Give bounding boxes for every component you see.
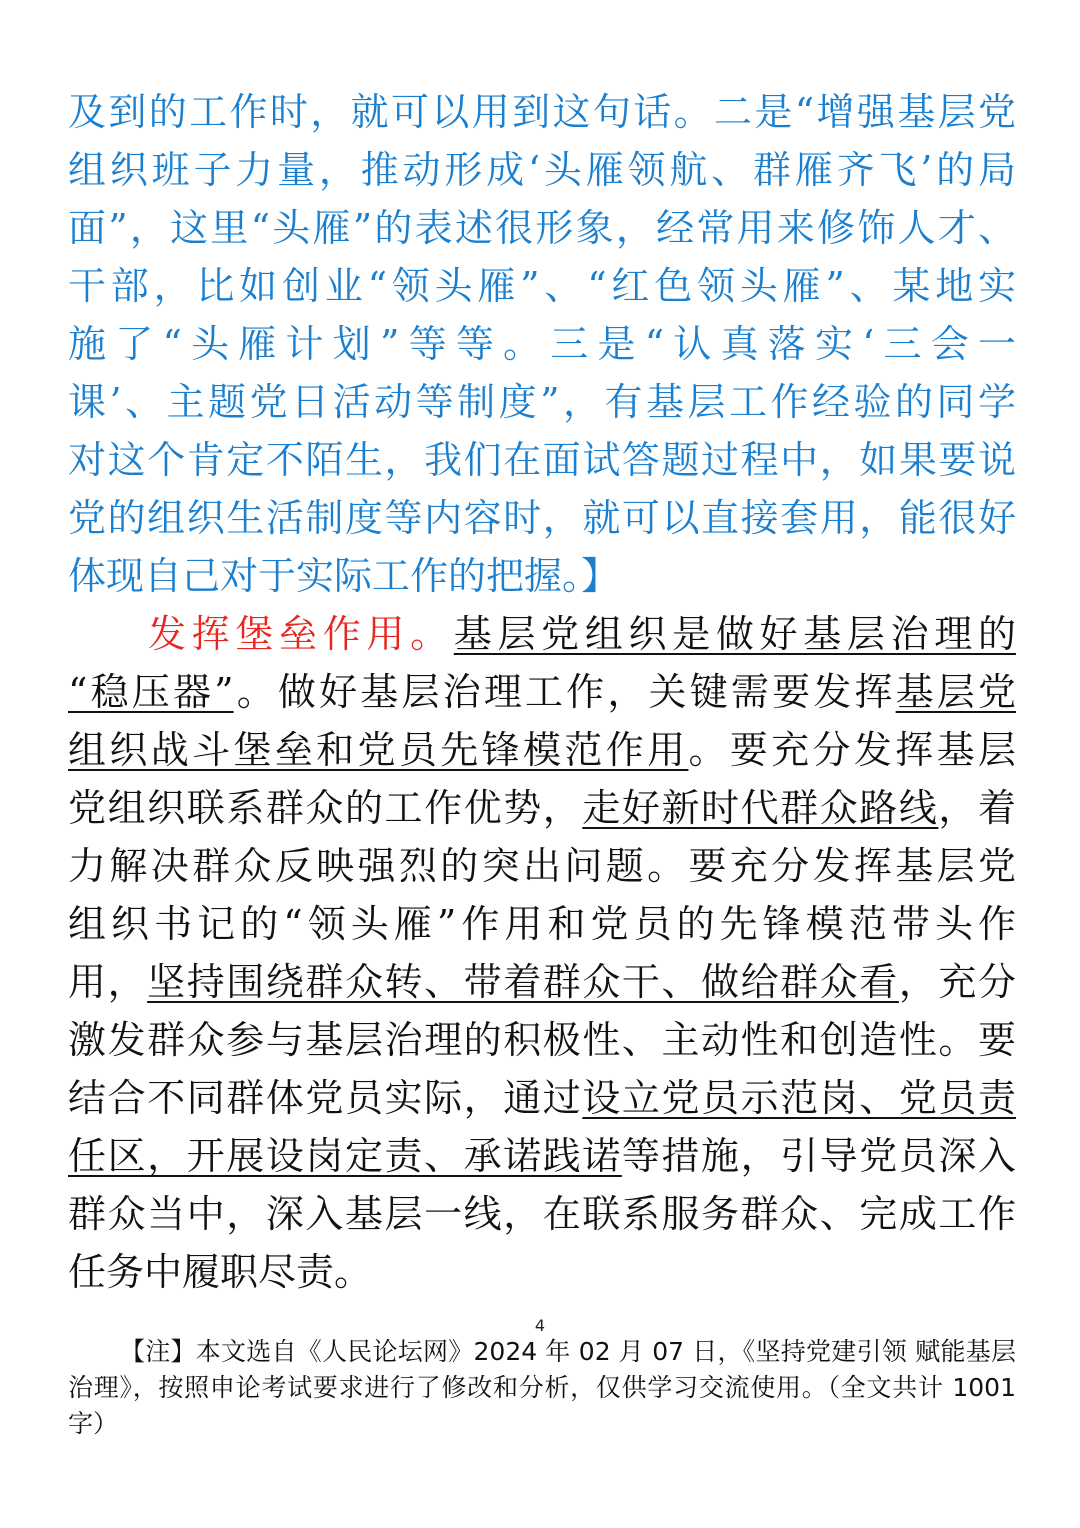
analysis-line: 组织班子力量，推动形成‘头雁领航、群雁齐飞’的局 [68, 148, 1016, 192]
analysis-line: 施了“头雁计划”等等。三是“认真落实‘三会一 [68, 322, 1016, 366]
analysis-line: 课’、主题党日活动等制度”，有基层工作经验的同学 [68, 380, 1016, 424]
body-line [68, 662, 1016, 722]
body-text: 。做好基层治理工作，关键需要发挥 [233, 670, 896, 714]
key-phrase: 走好新时代群众路线 [582, 786, 939, 830]
analysis-line: 干部，比如创业“领头雁”、“红色领头雁”、某地实 [68, 264, 1016, 308]
key-phrase: 组织战斗堡垒和党员先锋模范作用 [68, 728, 689, 772]
analysis-line: 面”，这里“头雁”的表述很形象，经常用来修饰人才、 [68, 206, 1016, 250]
body-text: ，着 [938, 786, 1016, 830]
key-phrase: 基层党组织是做好基层治理的 [453, 612, 1016, 656]
footnote-line: 【注】本文选自《人民论坛网》2024 年 02 月 07 日，《坚持党建引领 赋能基层 [120, 1337, 1016, 1366]
page-number: 4 [534, 1316, 546, 1335]
body-line [68, 952, 1016, 1012]
body-line: 群众当中，深入基层一线，在联系服务群众、完成工作 [68, 1192, 1016, 1236]
body-line: 力解决群众反映强烈的突出问题。要充分发挥基层党 [68, 844, 1016, 888]
body-line [68, 1126, 1016, 1186]
key-phrase: 基层党 [895, 670, 1016, 714]
analysis-line: 党的组织生活制度等内容时，就可以直接套用，能很好 [68, 496, 1016, 540]
key-phrase: 任区，开展设岗定责、承诺践诺 [68, 1134, 622, 1178]
footnote-line: 字） [68, 1409, 119, 1438]
body-text: 。要充分发挥基层 [688, 728, 1016, 772]
key-phrase: 设立党员示范岗、党员责 [582, 1076, 1016, 1120]
section-heading: 发挥堡垒作用。 [148, 612, 454, 656]
body-text: 等措施，引导党员深入 [621, 1134, 1016, 1178]
body-line [148, 604, 1016, 664]
analysis-line: 体现自己对于实际工作的把握。】 [68, 554, 620, 598]
body-line: 激发群众参与基层治理的积极性、主动性和创造性。要 [68, 1018, 1016, 1062]
body-text: 用， [68, 960, 148, 1004]
body-line [68, 1068, 1016, 1128]
analysis-line: 及到的工作时，就可以用到这句话。二是“增强基层党 [68, 90, 1016, 134]
key-phrase: “稳压器” [68, 670, 234, 714]
body-line [68, 778, 1016, 838]
body-line: 任务中履职尽责。 [68, 1250, 373, 1294]
body-text: 党组织联系群众的工作优势， [68, 786, 583, 830]
body-line [68, 720, 1016, 780]
body-text: 结合不同群体党员实际，通过 [68, 1076, 583, 1120]
body-line: 组织书记的“领头雁”作用和党员的先锋模范带头作 [68, 902, 1016, 946]
body-text: ，充分 [898, 960, 1016, 1004]
key-phrase: 坚持围绕群众转、带着群众干、做给群众看 [147, 960, 899, 1004]
footnote-line: 治理》，按照申论考试要求进行了修改和分析，仅供学习交流使用。（全文共计 1001 [68, 1373, 1016, 1402]
analysis-line: 对这个肯定不陌生，我们在面试答题过程中，如果要说 [68, 438, 1016, 482]
